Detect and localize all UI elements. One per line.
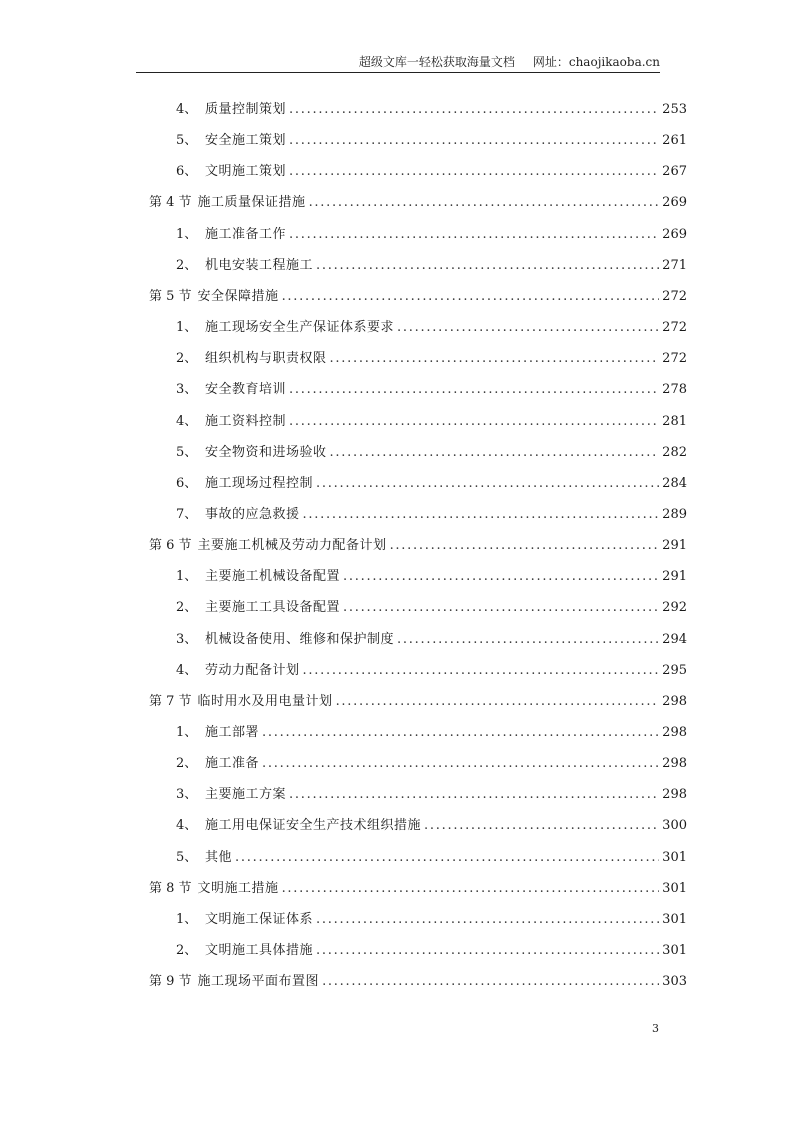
toc-dot-leader [303,662,660,680]
toc-entry-page: 298 [662,756,687,772]
toc-dot-leader [316,257,659,275]
toc-entry-page: 295 [662,662,687,678]
toc-entry-title: 文明施工具体措施 [205,943,314,959]
toc-entry-title: 其他 [205,849,233,865]
toc-entry-title: 主要施工机械设备配置 [205,569,341,585]
toc-dot-leader [322,973,659,991]
toc-subsection-entry[interactable] [176,506,687,524]
toc-dot-leader [289,132,659,150]
toc-entry-page: 267 [662,164,687,180]
toc-entry-number: 3、 [176,787,198,803]
toc-entry-number: 第 6 节 [149,538,192,554]
toc-dot-leader [316,475,659,493]
toc-entry-number: 5、 [176,849,198,865]
toc-subsection-entry[interactable] [176,849,687,867]
toc-entry-number: 4、 [176,102,198,117]
toc-entry-title: 安全物资和进场验收 [205,444,327,460]
toc-entry-page: 253 [662,102,687,117]
toc-dot-leader [282,288,660,306]
toc-subsection-entry[interactable] [176,599,687,617]
toc-subsection-entry[interactable] [176,942,687,960]
toc-subsection-entry[interactable] [176,475,687,493]
toc-entry-number: 2、 [176,943,198,959]
page-number: 3 [652,1022,659,1035]
toc-entry-page: 289 [662,506,687,522]
toc-dot-leader [289,413,659,431]
toc-entry-number: 5、 [176,133,198,149]
toc-entry-number: 2、 [176,600,198,616]
toc-subsection-entry[interactable] [176,226,687,244]
toc-entry-title: 安全保障措施 [197,288,279,304]
header-url-label[interactable]: 网址：chaojikaoba.cn [532,55,660,69]
toc-dot-leader [235,849,659,867]
toc-entry-number: 4、 [176,413,198,429]
toc-dot-leader [397,319,659,337]
toc-entry-title: 施工质量保证措施 [197,195,306,211]
toc-entry-page: 298 [662,787,687,803]
toc-dot-leader [330,350,660,368]
toc-entry-number: 6、 [176,164,198,180]
toc-entry-page: 301 [662,911,687,927]
toc-entry-title: 施工现场过程控制 [205,475,314,491]
toc-dot-leader [289,786,659,804]
toc-entry-title: 机械设备使用、维修和保护制度 [205,631,395,647]
toc-dot-leader [262,755,659,773]
toc-subsection-entry[interactable] [176,631,687,649]
toc-entry-page: 269 [662,195,687,211]
toc-entry-page: 284 [662,475,687,491]
toc-entry-page: 272 [662,288,687,304]
toc-entry-number: 6、 [176,475,198,491]
toc-section-entry[interactable] [149,973,687,991]
toc-entry-page: 291 [662,569,687,585]
toc-entry-title: 施工部署 [205,725,260,740]
toc-dot-leader [343,599,659,617]
toc-entry-number: 4、 [176,818,198,834]
toc-section-entry[interactable] [149,880,687,898]
toc-dot-leader [316,942,659,960]
toc-dot-leader [262,724,659,742]
toc-dot-leader [424,817,659,835]
toc-entry-title: 施工资料控制 [205,413,287,429]
toc-entry-title: 主要施工工具设备配置 [205,600,341,616]
toc-entry-number: 5、 [176,444,198,460]
toc-entry-page: 272 [662,351,687,367]
toc-entry-number: 第 7 节 [149,693,192,709]
toc-entry-page: 294 [662,631,687,647]
toc-entry-title: 临时用水及用电量计划 [197,693,333,709]
toc-entry-title: 文明施工保证体系 [205,911,314,927]
toc-entry-page: 278 [662,382,687,398]
toc-subsection-entry[interactable] [176,817,687,835]
toc-section-entry[interactable] [149,288,687,306]
toc-entry-number: 1、 [176,320,198,336]
toc-entry-number: 2、 [176,756,198,772]
toc-entry-page: 282 [662,444,687,460]
toc-entry-title: 质量控制策划 [205,102,287,117]
toc-entry-number: 第 5 节 [149,288,192,304]
toc-entry-number: 1、 [176,725,198,740]
toc-entry-page: 303 [662,974,687,990]
toc-entry-page: 298 [662,693,687,709]
toc-entry-title: 施工准备工作 [205,226,287,242]
toc-subsection-entry[interactable] [176,444,687,462]
toc-dot-leader [309,194,660,212]
toc-entry-title: 组织机构与职责权限 [205,351,327,367]
toc-entry-title: 安全施工策划 [205,133,287,149]
toc-entry-number: 4、 [176,662,198,678]
toc-entry-number: 第 4 节 [149,195,192,211]
toc-entry-title: 机电安装工程施工 [205,257,314,273]
toc-entry-number: 7、 [176,506,198,522]
toc-entry-page: 269 [662,226,687,242]
toc-entry-number: 3、 [176,631,198,647]
toc-dot-leader [336,693,660,711]
toc-subsection-entry[interactable] [176,319,687,337]
toc-dot-leader [303,506,660,524]
toc-entry-page: 300 [662,818,687,834]
toc-dot-leader [330,444,660,462]
toc-entry-title: 施工准备 [205,756,260,772]
toc-dot-leader [390,537,660,555]
toc-dot-leader [289,226,659,244]
toc-entry-page: 281 [662,413,687,429]
toc-subsection-entry[interactable] [176,350,687,368]
toc-entry-number: 2、 [176,257,198,273]
toc-subsection-entry[interactable] [176,381,687,399]
toc-entry-page: 272 [662,320,687,336]
toc-entry-title: 主要施工机械及劳动力配备计划 [197,538,387,554]
toc-subsection-entry[interactable] [176,755,687,773]
toc-entry-page: 301 [662,880,687,896]
toc-subsection-entry[interactable] [176,662,687,680]
toc-entry-page: 301 [662,849,687,865]
toc-entry-title: 文明施工措施 [197,880,279,896]
page-header [136,52,660,73]
toc-entry-title: 文明施工策划 [205,164,287,180]
toc-dot-leader [316,911,659,929]
toc-entry-title: 施工现场安全生产保证体系要求 [205,320,395,336]
toc-subsection-entry[interactable] [176,101,687,119]
toc-dot-leader [343,568,659,586]
toc-entry-number: 3、 [176,382,198,398]
toc-entry-page: 298 [662,725,687,740]
toc-subsection-entry[interactable] [176,568,687,586]
toc-entry-page: 271 [662,257,687,273]
toc-entry-number: 1、 [176,569,198,585]
toc-dot-leader [397,631,659,649]
toc-entry-page: 261 [662,133,687,149]
toc-section-entry[interactable] [149,537,687,555]
toc-entry-page: 292 [662,600,687,616]
toc-section-entry[interactable] [149,693,687,711]
toc-entry-title: 施工现场平面布置图 [197,974,320,990]
toc-entry-title: 安全教育培训 [205,382,287,398]
toc-dot-leader [289,381,659,399]
toc-entry-page: 301 [662,943,687,959]
toc-entry-number: 1、 [176,911,198,927]
toc-subsection-entry[interactable] [176,163,687,181]
toc-entry-title: 施工用电保证安全生产技术组织措施 [205,818,422,834]
toc-subsection-entry[interactable] [176,257,687,275]
toc-entry-number: 1、 [176,226,198,242]
toc-section-entry[interactable] [149,194,687,212]
toc-dot-leader [289,163,659,181]
header-site-label: 超级文库一轻松获取海量文档 [358,55,515,69]
toc-entry-title: 事故的应急救援 [205,506,300,522]
toc-subsection-entry[interactable] [176,911,687,929]
toc-entry-title: 劳动力配备计划 [205,662,300,678]
toc-dot-leader [282,880,660,898]
toc-entry-number: 2、 [176,351,198,367]
toc-entry-number: 第 8 节 [149,880,192,896]
toc-dot-leader [289,101,659,119]
toc-subsection-entry[interactable] [176,724,687,742]
toc-entry-page: 291 [662,538,687,554]
toc-subsection-entry[interactable] [176,786,687,804]
toc-entry-number: 第 9 节 [149,974,192,990]
toc-subsection-entry[interactable] [176,413,687,431]
toc-entry-title: 主要施工方案 [205,787,287,803]
toc-subsection-entry[interactable] [176,132,687,150]
